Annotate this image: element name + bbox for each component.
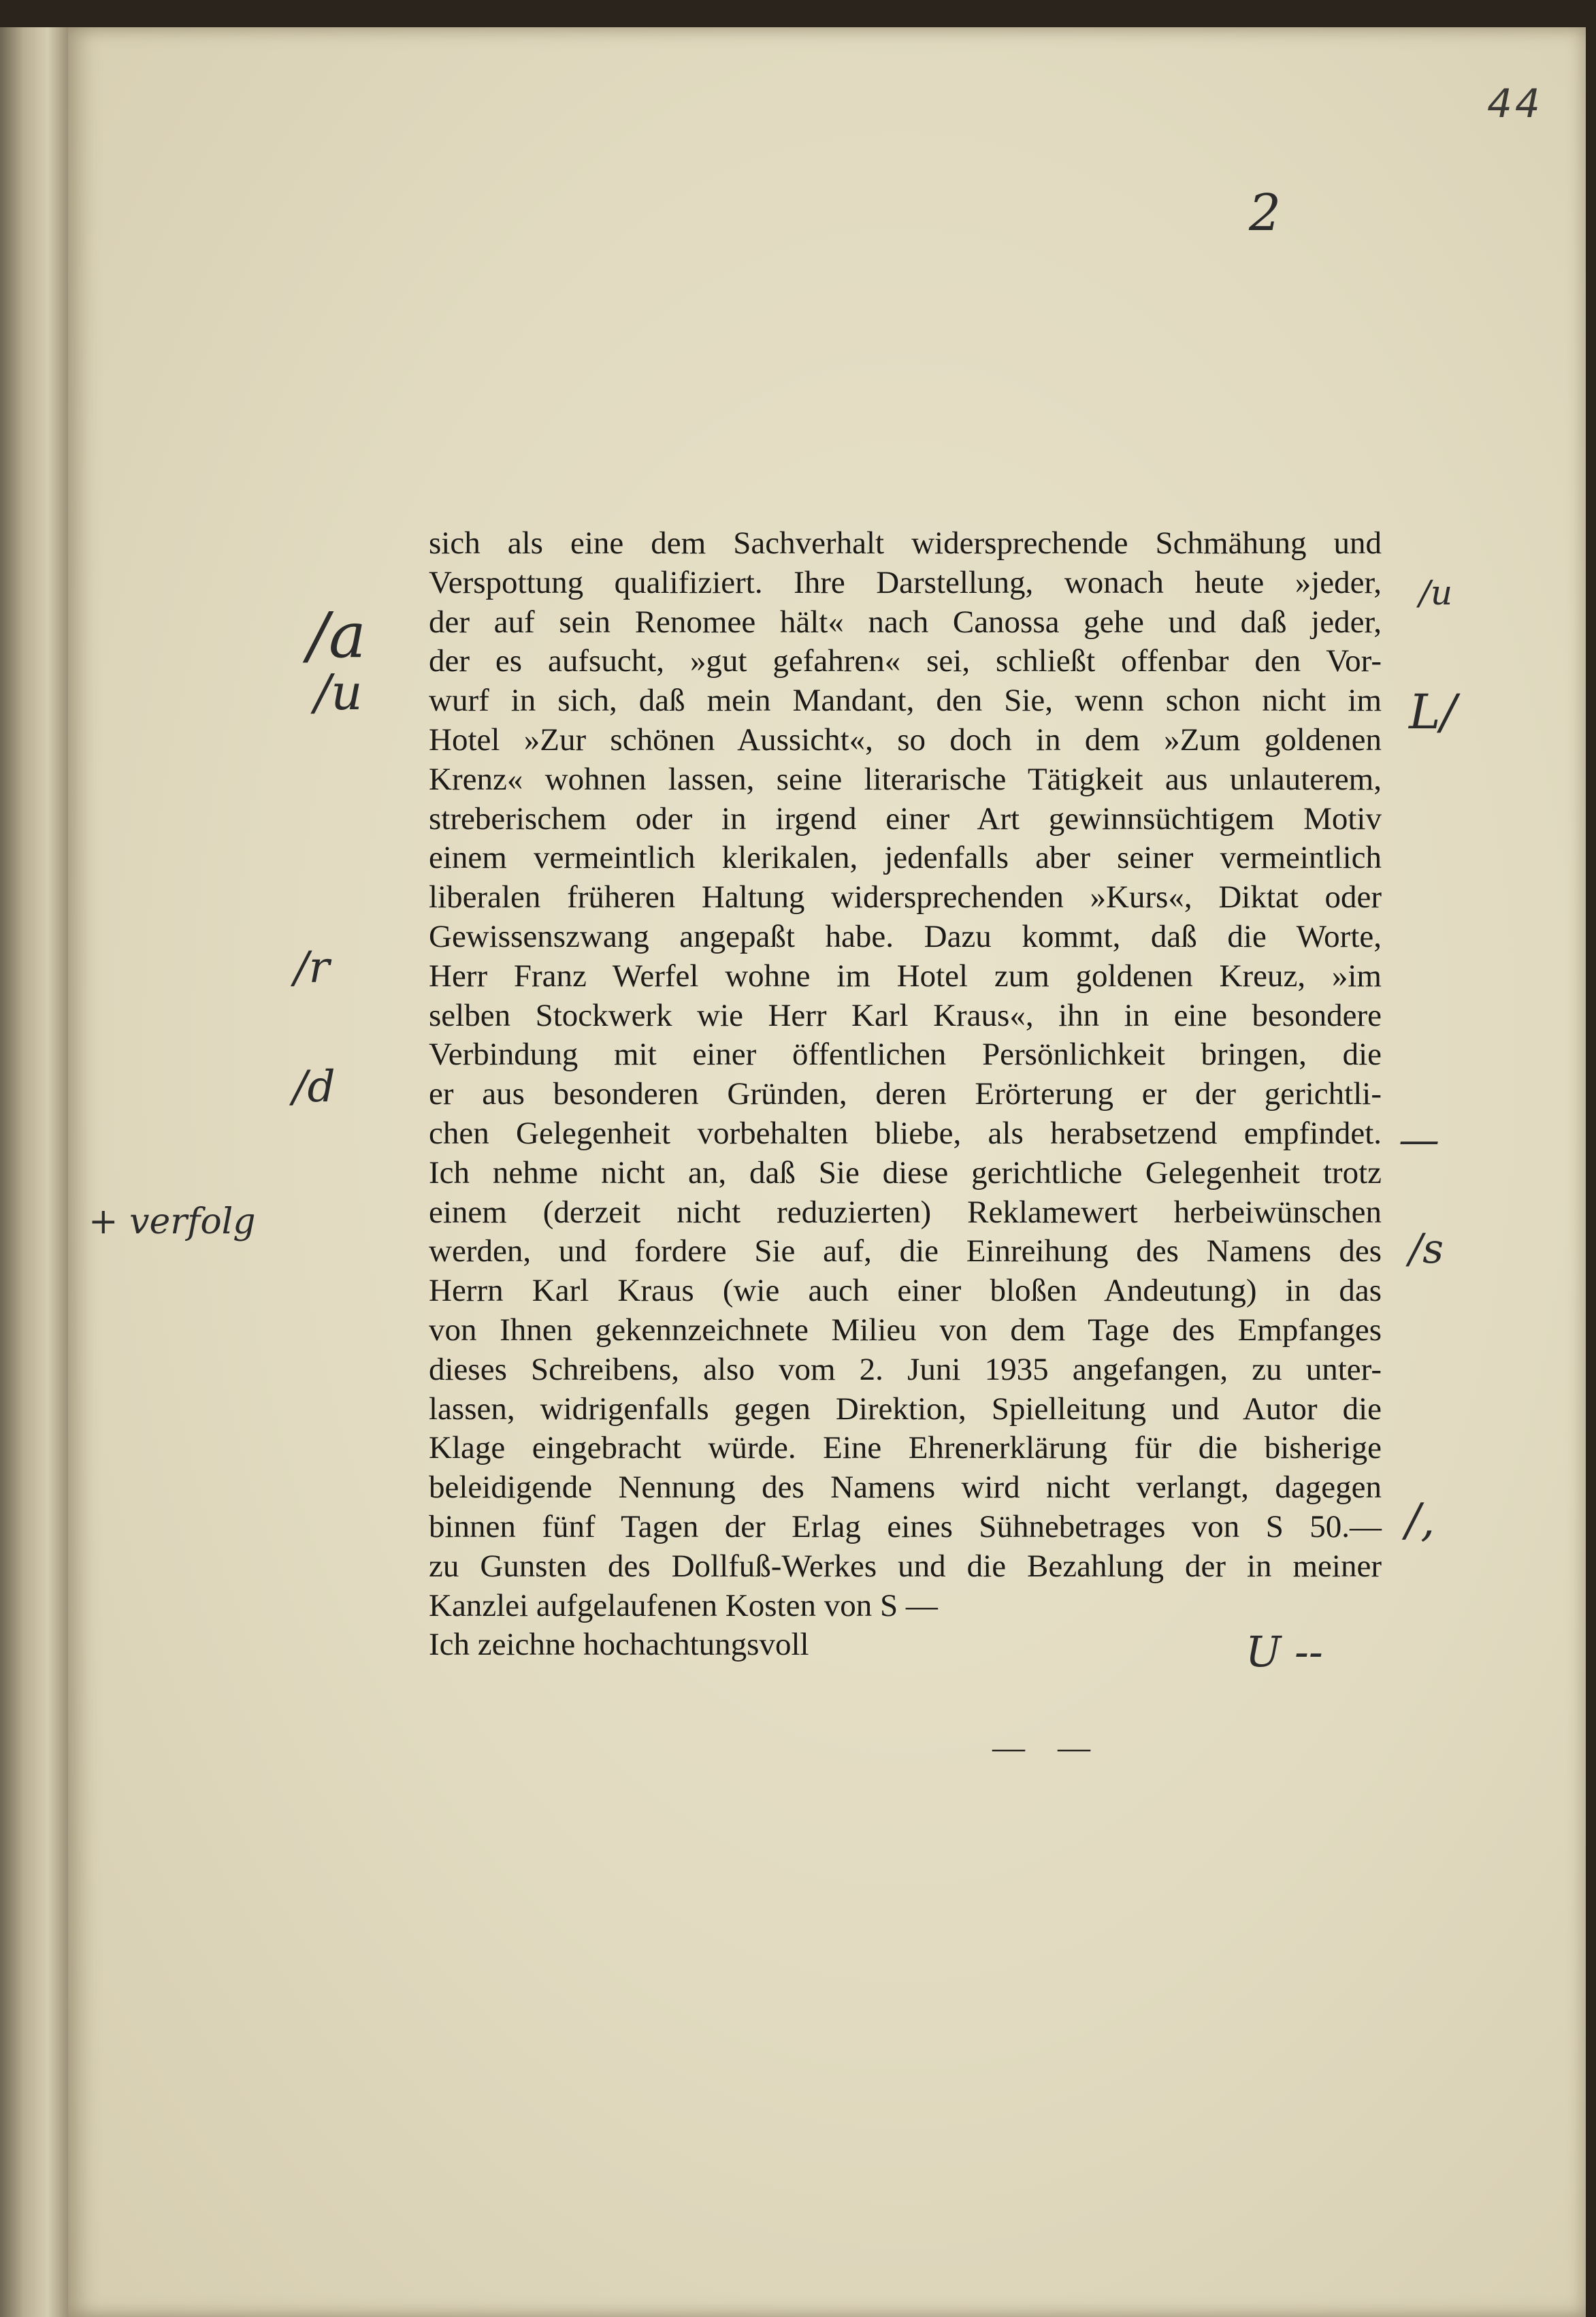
handwritten-note-right-1: /u: [1419, 573, 1453, 613]
handwritten-note-left-4: /d: [293, 1062, 336, 1112]
end-mark: — —: [992, 1730, 1103, 1766]
body-line: der auf sein Renomee hält« nach Canossa gehe und daß jeder,: [429, 604, 1382, 640]
body-line: Klage eingebracht würde. Eine Ehrenerklärung für die bisherige: [429, 1430, 1382, 1466]
handwritten-note-left-5: + verfolg: [88, 1201, 256, 1242]
body-line: von Ihnen gekennzeichnete Milieu von dem Tage des Empfanges: [429, 1312, 1382, 1348]
body-line: zu Gunsten des Dollfuß-Werkes und die Bezahlung der in meiner: [429, 1548, 1382, 1584]
body-line: er aus besonderen Gründen, deren Erörterung er der gerichtli-: [429, 1076, 1382, 1112]
handwritten-note-bottom: U --: [1245, 1627, 1323, 1676]
handwritten-note-right-4: /s: [1409, 1225, 1444, 1273]
previous-page-edge: [0, 27, 68, 2317]
body-line: selben Stockwerk wie Herr Karl Kraus«, ihn in eine besondere: [429, 997, 1382, 1033]
closing-line: Ich zeichne hochachtungsvoll: [429, 1627, 809, 1663]
body-line: Verbindung mit einer öffentlichen Persönlichkeit bringen, die: [429, 1037, 1382, 1073]
body-line: beleidigende Nennung des Namens wird nicht verlangt, dagegen: [429, 1470, 1382, 1506]
body-line: Herrn Karl Kraus (wie auch einer bloßen Andeutung) in das: [429, 1273, 1382, 1309]
body-line: chen Gelegenheit vorbehalten bliebe, als herabsetzend empfindet.: [429, 1115, 1382, 1151]
body-line: wurf in sich, daß mein Mandant, den Sie, wenn schon nicht im: [429, 683, 1382, 719]
body-line: werden, und fordere Sie auf, die Einreihung des Namens des: [429, 1233, 1382, 1269]
body-line: dieses Schreibens, also vom 2. Juni 1935 angefangen, zu unter-: [429, 1351, 1382, 1387]
handwritten-note-right-3: —: [1399, 1116, 1439, 1164]
handwritten-note-left-1: /a: [308, 599, 366, 672]
handwritten-note-top: 2: [1249, 184, 1282, 242]
body-line: binnen fünf Tagen der Erlag eines Sühnebetrages von S 50.—: [429, 1508, 1382, 1544]
handwritten-note-right-2: L/: [1409, 684, 1457, 740]
body-line: Kanzlei aufgelaufenen Kosten von S —: [429, 1587, 938, 1623]
body-line: Ich nehme nicht an, daß Sie diese gerichtliche Gelegenheit trotz: [429, 1154, 1382, 1190]
handwritten-note-right-5: /,: [1405, 1494, 1435, 1546]
body-line: liberalen früheren Haltung widersprechenden »Kurs«, Diktat oder: [429, 879, 1382, 916]
body-line: Verspottung qualifiziert. Ihre Darstellung, wonach heute »jeder,: [429, 564, 1382, 600]
body-line: lassen, widrigenfalls gegen Direktion, Spielleitung und Autor die: [429, 1391, 1382, 1427]
body-line: einem vermeintlich klerikalen, jedenfalls aber seiner vermeintlich: [429, 840, 1382, 876]
body-line: sich als eine dem Sachverhalt widersprechende Schmähung und: [429, 525, 1382, 561]
page-number: 44: [1487, 80, 1543, 127]
body-line: Herr Franz Werfel wohne im Hotel zum goldenen Kreuz, »im: [429, 958, 1382, 994]
body-line: einem (derzeit nicht reduzierten) Reklamewert herbeiwünschen: [429, 1194, 1382, 1230]
body-line: Hotel »Zur schönen Aussicht«, so doch in dem »Zum goldenen: [429, 722, 1382, 758]
body-line: streberischem oder in irgend einer Art gewinnsüchtigem Motiv: [429, 800, 1382, 837]
body-line: der es aufsucht, »gut gefahren« sei, schließt offenbar den Vor-: [429, 643, 1382, 679]
handwritten-note-left-3: /r: [294, 943, 330, 993]
body-line: Krenz« wohnen lassen, seine literarische Tätigkeit aus unlauterem,: [429, 761, 1382, 797]
body-line: Gewissenszwang angepaßt habe. Dazu kommt, daß die Worte,: [429, 918, 1382, 954]
handwritten-note-left-2: /u: [314, 664, 363, 721]
letter-body: [429, 524, 1382, 1665]
